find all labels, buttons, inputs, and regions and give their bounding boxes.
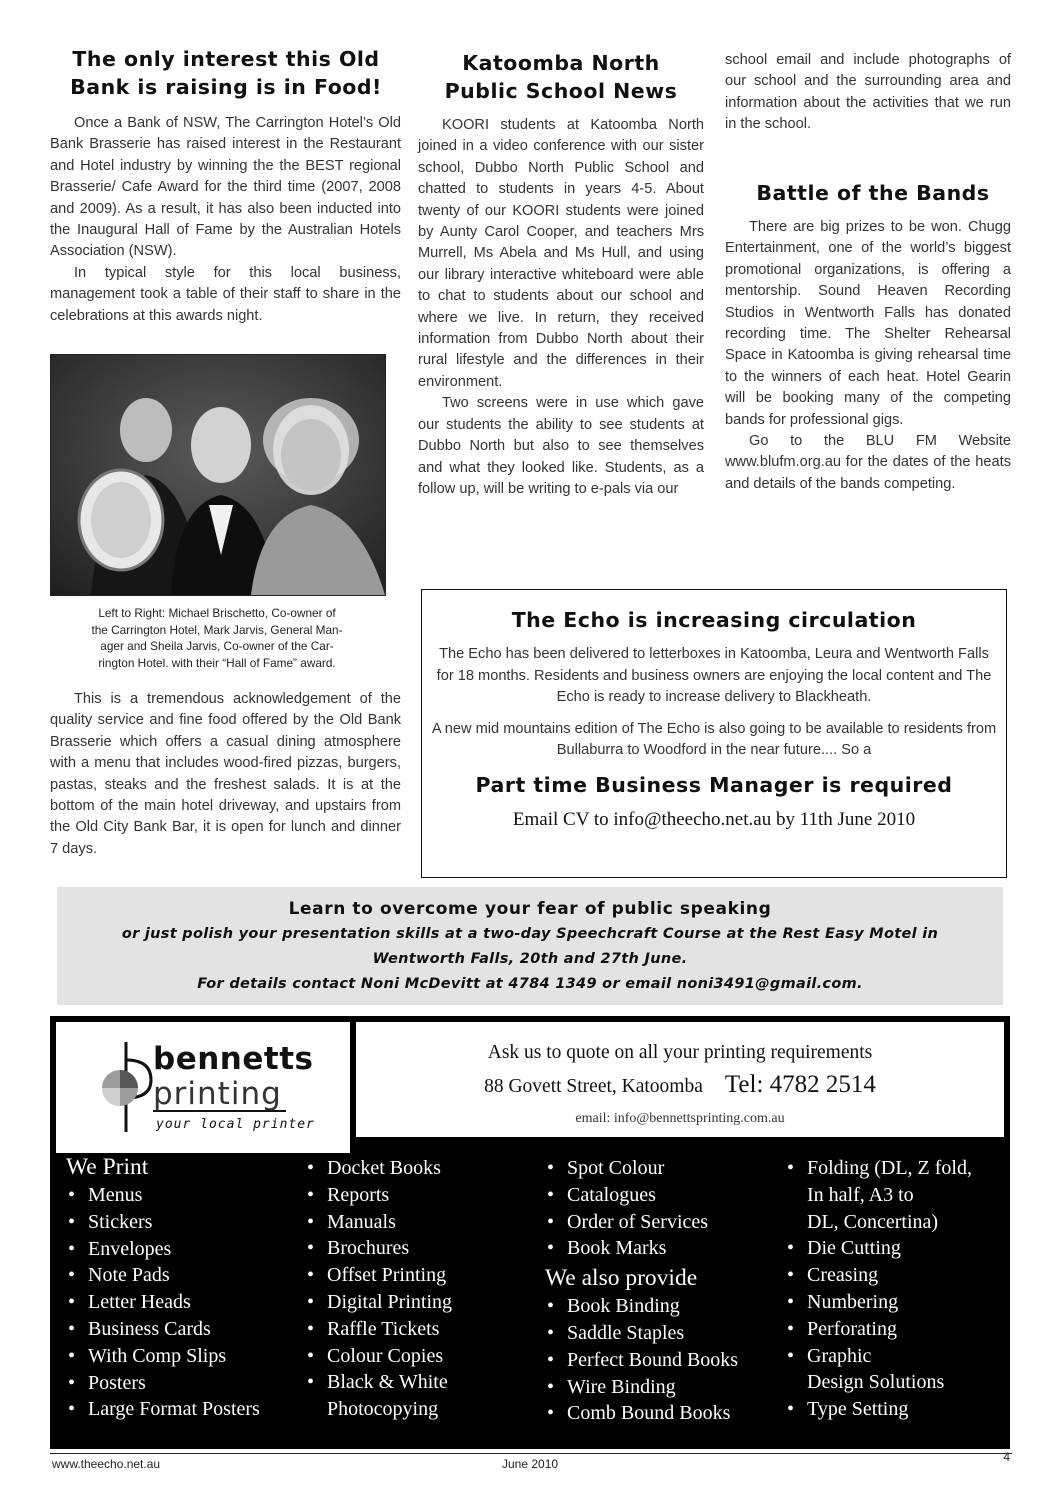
- list-item: • Graphic: [785, 1343, 1007, 1370]
- list-item: In half, A3 to: [807, 1183, 914, 1206]
- article-headline-old-bank: The only interest this Old Bank is raising is in Food!: [70, 47, 382, 99]
- article-body-old-bank-continued: [50, 689, 401, 860]
- echo-paragraph: The Echo has been delivered to letterboxes in Katoomba, Leura and Wentworth Falls for 18 months. Residents and business owners are enjoying the local content and The Echo is ready to increase delivery to Blackheath.: [436, 646, 992, 705]
- list-item: • Manuals: [305, 1209, 535, 1236]
- ad-logo-tagline: your local printer: [156, 1117, 315, 1132]
- list-item: • Posters: [66, 1370, 306, 1397]
- ad-quote: Ask us to quote on all your printing requirements: [487, 1042, 873, 1063]
- ad-column-2: [305, 1155, 535, 1423]
- ad-column-4: [785, 1155, 1007, 1423]
- article-headline-katoomba-north: Katoomba North Public School News: [444, 51, 678, 103]
- list-item: • With Comp Slips: [66, 1343, 306, 1370]
- speechcraft-title: Learn to overcome your fear of public speaking: [288, 899, 772, 919]
- ad-column-we-print: [66, 1153, 306, 1423]
- list-item: • Die Cutting: [785, 1235, 1007, 1262]
- speechcraft-line: Wentworth Falls, 20th and 27th June.: [372, 951, 688, 967]
- list-item: • Book Binding: [545, 1293, 785, 1320]
- ad-address: 88 Govett Street, Katoomba: [484, 1076, 703, 1097]
- bennetts-logo-icon: [96, 1040, 156, 1135]
- list-item: • Reports: [305, 1182, 535, 1209]
- list-item: • Colour Copies: [305, 1343, 535, 1370]
- ad-logo-printing: printing: [153, 1078, 286, 1112]
- article-body-katoomba-north: [418, 115, 704, 500]
- ad-list: [545, 1155, 785, 1262]
- list-item: • Menus: [66, 1182, 306, 1209]
- list-item: • Envelopes: [66, 1236, 306, 1263]
- paragraph: There are big prizes to be won. Chugg Entertainment, one of the world’s biggest promotional organizations, is offering a mentorship. Sound Heaven Recording Studios in Wentworth Falls has donated recording time. The Shelter Rehearsal Space in Katoomba is giving rehearsal time to the winners of each heat. Hotel Gearin will be booking many of the competing bands for professional gigs.: [725, 219, 1011, 428]
- list-item: • Numbering: [785, 1289, 1007, 1316]
- footer-date: June 2010: [502, 1457, 559, 1471]
- speechcraft-line: or just polish your presentation skills at a two-day Speechcraft Course at the Rest Easy Motel in: [121, 926, 939, 942]
- award-photo: [50, 354, 386, 596]
- list-item: Photocopying: [327, 1398, 439, 1421]
- page-number: 4: [1003, 1450, 1010, 1464]
- list-item: • Type Setting: [785, 1396, 1007, 1423]
- list-item: • Order of Services: [545, 1209, 785, 1236]
- list-item: • Saddle Staples: [545, 1320, 785, 1347]
- photo-caption: Left to Right: Michael Brischetto, Co-owner of the Carrington Hotel, Mark Jarvis, General Man- ager and Sheila Jarvis, Co-owner of the Car- rington Hotel. with their “Hall of Fame” award.: [91, 606, 343, 670]
- ad-column-3: [545, 1155, 785, 1427]
- paragraph: KOORI students at Katoomba North joined in a video conference with our sister school, Dubbo North Public School and chatted to students in years 4-5. About twenty of our KOORI students were joined by Aunty Carol Cooper, and teachers Mrs Murrell, Ms Abela and Ms Hull, and using our library interactive whiteboard were able to chat to students about our school and where we live. In return, they received information from Dubbo North about their rural lifestyle and the differences in their environment.: [418, 117, 704, 390]
- speechcraft-contact: For details contact Noni McDevitt at 4784 1349 or email noni3491@gmail.com.: [197, 976, 863, 992]
- echo-email-line: Email CV to info@theecho.net.au by 11th June 2010: [512, 808, 916, 830]
- ad-list: [66, 1182, 306, 1423]
- ad-list: [545, 1293, 785, 1427]
- list-item: • Digital Printing: [305, 1289, 535, 1316]
- award-photo-image: [51, 355, 385, 595]
- paragraph: school email and include photographs of our school and the surrounding area and information about the activities that we run in the school.: [725, 52, 1011, 133]
- list-item: • Spot Colour: [545, 1155, 785, 1182]
- article-body-old-bank: [50, 113, 401, 327]
- list-item: • Raffle Tickets: [305, 1316, 535, 1343]
- echo-box-subtitle: Part time Business Manager is required: [475, 772, 953, 797]
- list-item: • Folding (DL, Z fold,: [785, 1155, 1007, 1182]
- list-item: • Book Marks: [545, 1235, 785, 1262]
- list-item: • Letter Heads: [66, 1289, 306, 1316]
- speechcraft-notice: [57, 887, 1003, 1005]
- list-item: DL, Concertina): [807, 1210, 939, 1233]
- list-item: Design Solutions: [807, 1371, 945, 1394]
- article-body-battle-of-bands: [725, 217, 1011, 495]
- paragraph: Once a Bank of NSW, The Carrington Hotel’s Old Bank Brasserie has raised interest in the Restaurant and Hotel industry by winning the the BEST regional Brasserie/ Cafe Award for the third time (2007, 2008 and 2009). As a result, it has also been inducted into the Inaugural Hall of Fame by the Australian Hotels Association (NSW).: [50, 115, 401, 260]
- list-item: • Wire Binding: [545, 1374, 785, 1401]
- echo-paragraph: A new mid mountains edition of The Echo is also going to be available to residents from Bullaburra to Woodford in the near future.... So a: [431, 720, 997, 758]
- list-item: • Brochures: [305, 1235, 535, 1262]
- ad-list: [305, 1155, 535, 1423]
- paragraph: In typical style for this local business, management took a table of their staff to share in the celebrations at this awards night.: [50, 264, 401, 324]
- list-item: • Creasing: [785, 1262, 1007, 1289]
- ad-list: [785, 1155, 1007, 1423]
- list-item: • Stickers: [66, 1209, 306, 1236]
- list-item: • Large Format Posters: [66, 1396, 306, 1423]
- paragraph: Two screens were in use which gave our students the ability to see students at Dubbo North but also to see themselves and what they looked like. Students, as a follow up, will be writing to e-pals via our: [418, 395, 704, 497]
- list-item: • Perfect Bound Books: [545, 1347, 785, 1374]
- list-item: • Docket Books: [305, 1155, 535, 1182]
- echo-box-title: The Echo is increasing circulation: [511, 608, 917, 632]
- ad-logo-panel: [56, 1022, 350, 1153]
- ad-contact-panel: [356, 1022, 1004, 1137]
- echo-circulation-box: [421, 589, 1007, 878]
- list-item: • Note Pads: [66, 1262, 306, 1289]
- ad-phone: Tel: 4782 2514: [724, 1071, 876, 1098]
- article-headline-battle-of-bands: Battle of the Bands: [756, 181, 990, 205]
- list-item: • Black & White: [305, 1369, 535, 1396]
- list-item: • Comb Bound Books: [545, 1400, 785, 1427]
- list-item: • Offset Printing: [305, 1262, 535, 1289]
- ad-heading-we-print: We Print: [66, 1154, 149, 1180]
- ad-heading-we-also-provide: We also provide: [545, 1265, 698, 1292]
- paragraph: Go to the BLU FM Website www.blufm.org.au for the dates of the heats and details of the bands competing.: [725, 433, 1011, 492]
- ad-address-line: [356, 1070, 1004, 1103]
- list-item: • Perforating: [785, 1316, 1007, 1343]
- footer: [50, 1450, 1012, 1476]
- footer-website: www.theecho.net.au: [52, 1457, 161, 1471]
- ad-logo-bennetts: bennetts: [153, 1041, 314, 1077]
- list-item: • Business Cards: [66, 1316, 306, 1343]
- paragraph: This is a tremendous acknowledgement of the quality service and fine food offered by the Old Bank Brasserie which offers a casual dining atmosphere with a menu that includes wood-fired pizzas, burgers, pastas, steaks and the freshest salads. It is at the bottom of the main hotel driveway, and upstairs from the Old City Bank Bar, it is open for lunch and dinner 7 days.: [50, 691, 401, 857]
- bennetts-printing-ad: [50, 1016, 1010, 1449]
- ad-email: email: info@bennettsprinting.com.au: [575, 1111, 785, 1126]
- article-body-continuation: [725, 50, 1011, 136]
- list-item: • Catalogues: [545, 1182, 785, 1209]
